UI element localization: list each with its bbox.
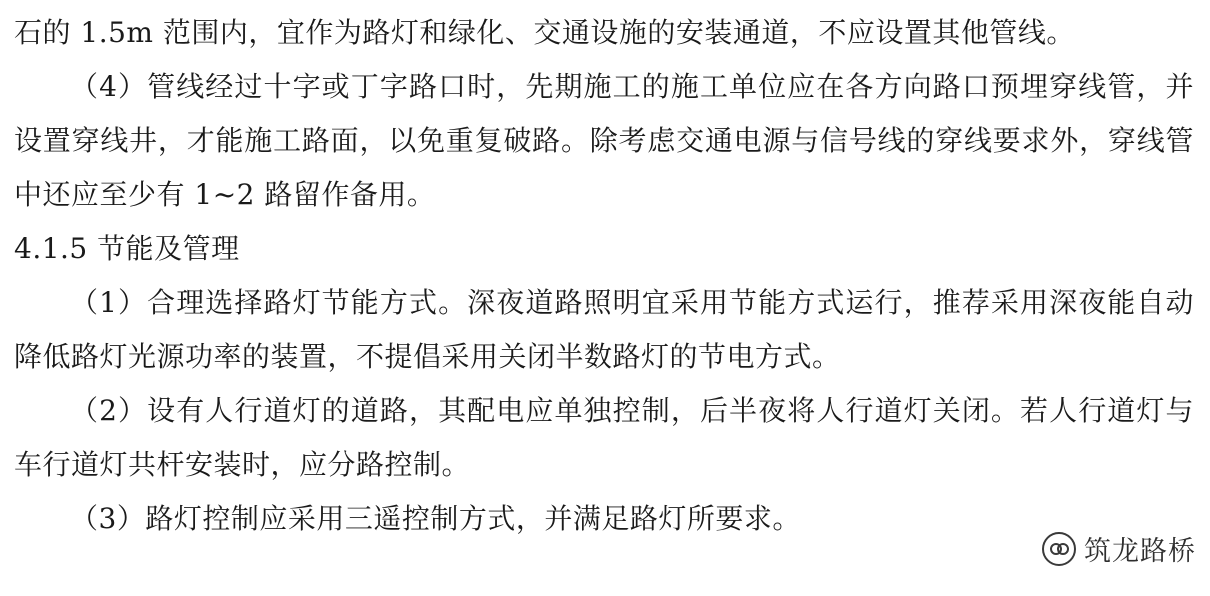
section-heading-4-1-5: 4.1.5 节能及管理: [14, 232, 240, 265]
document-body: [14, 6, 1194, 546]
paragraph-item-2: （2）设有人行道灯的道路，其配电应单独控制，后半夜将人行道灯关闭。若人行道灯与车行道灯共杆安装时，应分路控制。: [14, 394, 1194, 481]
paragraph-item-1: （1）合理选择路灯节能方式。深夜道路照明宜采用节能方式运行，推荐采用深夜能自动降低路灯光源功率的装置，不提倡采用关闭半数路灯的节电方式。: [14, 286, 1194, 373]
watermark-label: 筑龙路桥: [1084, 536, 1196, 567]
circular-logo-icon: [1042, 532, 1076, 566]
paragraph-item-3: （3）路灯控制应采用三遥控制方式，并满足路灯所要求。: [70, 502, 801, 535]
paragraph-continuation: 石的 1.5m 范围内，宜作为路灯和绿化、交通设施的安装通道，不应设置其他管线。: [14, 16, 1075, 49]
watermark: [1042, 529, 1196, 568]
paragraph-item-4: （4）管线经过十字或丁字路口时，先期施工的施工单位应在各方向路口预埋穿线管，并设置穿线井，才能施工路面，以免重复破路。除考虑交通电源与信号线的穿线要求外，穿线管中还应至少有 1~2 路留作备用。: [14, 70, 1194, 211]
